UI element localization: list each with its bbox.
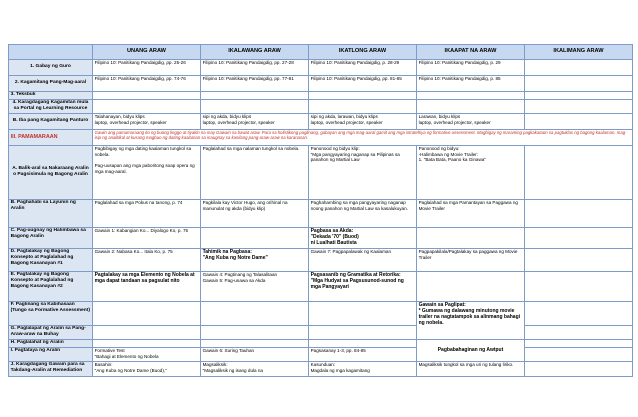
table-row: [9, 361, 633, 376]
table-cell: [525, 339, 633, 347]
table-cell: Kasunduan: Magdala ng mga kagamitang: [309, 361, 417, 376]
table-cell: [417, 271, 525, 301]
table-cell: [309, 301, 417, 325]
table-cell: [525, 325, 633, 339]
table-cell: Filipino 10: Panitikang Pandaigdig, p. 85: [417, 75, 525, 91]
table-row: [9, 59, 633, 75]
table-row: [9, 91, 633, 99]
table-row: [9, 339, 633, 347]
table-cell: Filipino 10: Panitikang Pandaigdig, pp. 81-85: [309, 75, 417, 91]
table-cell: Filipino 10: Panitikang Pandaigdig, pp. 77-81: [201, 75, 309, 91]
table-cell: Gawain sa Paglipat: * Gumawa ng dalawang minutong movie trailer na nagtatampok sa alinmang bahagi ng nobela.: [417, 301, 525, 339]
table-cell: [525, 248, 633, 271]
table-cell: [201, 339, 309, 347]
table-row: [9, 325, 633, 339]
table-cell: [525, 347, 633, 361]
header-blank: [9, 45, 93, 60]
table-cell: [525, 113, 633, 129]
table-cell: [525, 199, 633, 227]
table-cell: Basahin: "Ang Kuba ng Notre Dame (Buod),": [93, 361, 201, 376]
table-cell: Paghahambing sa mga pangyayaring naganap noong panahon ng Martial Law sa kasalukuyan.: [309, 199, 417, 227]
row-label: I. Pagtataya ng Aralin: [9, 347, 93, 361]
table-row: [9, 113, 633, 129]
table-cell: [525, 59, 633, 75]
table-cell: Gawain 4: Pagtinang ng Talasalitaan Gawain 5: Pag-unawa sa Akda: [201, 271, 309, 301]
table-cell: Gawain 1: Kabangian Ko... Diyalogo Ko, p. 75: [93, 227, 201, 248]
row-label: A. Balik-aral sa Nakaraang Aralin o Pagsisimula ng Bagong Aralin: [9, 145, 93, 199]
table-row: [9, 271, 633, 301]
table-row: [9, 145, 633, 199]
table-cell: Paglalahad sa mga Pokus na tanong, p. 74: [93, 199, 201, 227]
table-cell: Magsaliksik tungkol sa mga uri ng tulang liriko.: [417, 361, 525, 376]
table-cell: [93, 325, 201, 339]
table-cell: [201, 325, 309, 339]
table-cell: [525, 271, 633, 301]
table-cell: Pagpapakilala/Pagtalakay sa paggawa ng Movie Trailer: [417, 248, 525, 271]
row-label: E. Pagtalakay ng Bagong Konsepto at Paglalahad ng Bagong Kasanayan #2: [9, 271, 93, 301]
table-row: [9, 347, 633, 361]
table-cell: [525, 361, 633, 376]
row-label: J. Karagdagang Gawain para sa Takdang-Aralin at Remediation: [9, 361, 93, 376]
table-cell: Gawain 7: Pagpapalawak ng Kaalaman: [309, 248, 417, 271]
table-cell: Talahanayan, bidyu klips laptop, overhead projector, speaker: [93, 113, 201, 129]
table-cell: [93, 339, 201, 347]
table-cell: Larawan, bidyu klips laptop, overhead projector, speaker: [417, 113, 525, 129]
table-cell: Pagsasanay 1-3, pp. 84-85: [309, 347, 417, 361]
table-cell: Pagbibigay ng mga dating kaalaman tungkol sa nobela. Pag-uusapan ang mga paboritong soap opera ng mga mag-aaral.: [93, 145, 201, 199]
table-cell: Panonood ng bidyu: -Halimbawa ng Movie Trailer: 1. "Bata Bata, Paano ka Ginawa": [417, 145, 525, 199]
header-day-3: IKATLONG ARAW: [309, 45, 417, 60]
table-cell: [201, 301, 309, 325]
table-row: [9, 75, 633, 91]
table-cell: [309, 339, 417, 347]
row-label: C. Pag-uugnay ng Halimbawa sa Bagong Aralin: [9, 227, 93, 248]
table-cell: Filipino 10: Panitikang Pandaigdig, pp. 25-26: [93, 59, 201, 75]
table-cell: Panonood ng bidyu klip: "Mga pangyayaring naganap sa Pilipinas sa panahon ng Martial Law: [309, 145, 417, 199]
table-cell: sipi ng akda, larawan, bidyu klips laptop, overhead projector, speaker: [309, 113, 417, 129]
header-day-4: IKAAPAT NA ARAW: [417, 45, 525, 60]
table-cell: [525, 75, 633, 91]
row-label: 3. Teksbuk: [9, 91, 93, 99]
table-cell: Magsaliksik: "Magsaliksik ng isang dula na: [201, 361, 309, 376]
table-cell: sipi ng akda, bidyu klips laptop, overhead projector, speaker: [201, 113, 309, 129]
row-label: G. Paglalapat ng Aralin sa Pang-Araw-araw na Buhay: [9, 325, 93, 339]
table-cell: Filipino 10: Panitikang Pandaigdig, p. 29: [417, 59, 525, 75]
section-label: III. PAMAMARAAN: [9, 129, 93, 145]
row-label: 4. Karagdagang Kagamitan mula sa Portal ng Learning Resource: [9, 99, 93, 113]
table-cell: [201, 227, 309, 248]
table-row: [9, 248, 633, 271]
section-instructions: Gawin ang pamamaraang ito ng buong linggo at tiyakin na may Gawain sa bawat araw. Para sa holistikong paglinang, gabayan ang mga mag-aaral gamit ang mga istratehiya ng formative assessment. Magbigay ng maraming pagkakataon sa pagtuklas ng bagong kaalaman, mag-isip ng analitikal at kusang magbuo ng dating kaalaman sa inaugnay sa kanilang pang-araw-araw na karanasan.: [93, 129, 633, 145]
table-cell: [309, 325, 417, 339]
table-cell: Pagbabahaginan ng Awtput: [417, 339, 525, 361]
table-cell: Filipino 10: Panitikang Pandaigdig, p. 28-29: [309, 59, 417, 75]
table-cell: [525, 227, 633, 248]
row-label: D. Pagtalakay ng Bagong Konsepto at Paglalahad ng Bagong Kasanayan #1: [9, 248, 93, 271]
table-row: [9, 301, 633, 325]
table-cell: [93, 301, 201, 325]
table-row: [9, 129, 633, 145]
table-cell: Filipino 10: Panitikang Pandaigdig, pp. 27-28: [201, 59, 309, 75]
table-cell: Gawain 6: Suring Tauhan: [201, 347, 309, 361]
table-cell: Filipino 10: Panitikang Pandaigdig, pp. 74-76: [93, 75, 201, 91]
table-cell: [525, 145, 633, 199]
header-day-1: UNANG ARAW: [93, 45, 201, 60]
table-cell: Paglalahad sa mga Pamantayan sa Paggawa ng Movie Trailer: [417, 199, 525, 227]
header-day-2: IKALAWANG ARAW: [201, 45, 309, 60]
row-label: 1. Gabay ng Guro: [9, 59, 93, 75]
header-row: [9, 45, 633, 60]
row-label: B. Paghahabi sa Layunin ng Aralin: [9, 199, 93, 227]
row-label: F. Paglinang sa Kabihasaan (Tungo sa Formative Assessment): [9, 301, 93, 325]
table-row: [9, 227, 633, 248]
table-row: [9, 99, 633, 113]
table-cell: Pagkilala kay Victor Hugo, ang orihinal na manunulat ng akda (bidyu klip): [201, 199, 309, 227]
header-day-5: IKALIMANG ARAW: [525, 45, 633, 60]
table-row: [9, 199, 633, 227]
table-cell: Pagbasa sa Akda: "Dekada '70" (Buod) ni Lualhati Bautista: [309, 227, 417, 248]
table-cell: Pagsasanib ng Gramatika at Retorika: "Mga Hudyat sa Pagsusunod-sunod ng mga Pangyayari: [309, 271, 417, 301]
row-label: H. Paglalahat ng Aralin: [9, 339, 93, 347]
table-cell: [525, 301, 633, 325]
table-cell: Formative Test "Bahagi at Elemento ng Nobela: [93, 347, 201, 361]
row-label: B. Iba pang Kagamitang Panturo: [9, 113, 93, 129]
daily-lesson-log-table: [8, 44, 633, 377]
table-cell: Gawain 2: Nabasa Ko... Itala Ko, p. 75: [93, 248, 201, 271]
table-cell: [417, 227, 525, 248]
table-cell: Tahimik na Pagbasa: "Ang Kuba ng Notre Dame": [201, 248, 309, 271]
table-cell: Paglalahad sa mga nalaman tungkol sa nobela.: [201, 145, 309, 199]
table-cell: Pagtalakay sa mga Elemento ng Nobela at mga dapat tandaan sa pagsulat nito: [93, 271, 201, 301]
row-label: 2. Kagamitang Pang-Mag-aaral: [9, 75, 93, 91]
